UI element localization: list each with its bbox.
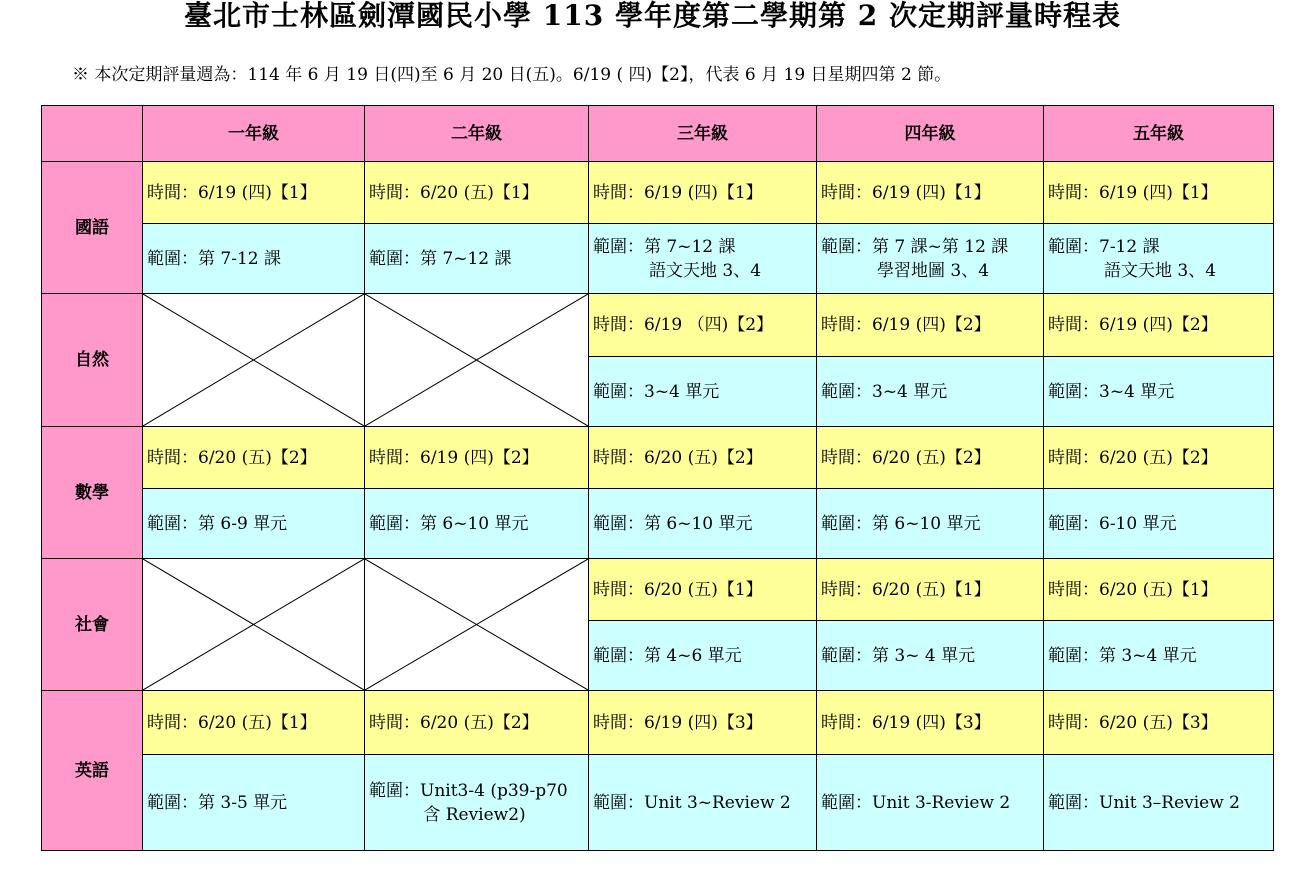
exam-range: 範圍：第 4~6 單元: [589, 621, 817, 691]
exam-range: 範圍：6-10 單元: [1044, 489, 1274, 559]
exam-time: 時間：6/19 （四)【2】: [589, 294, 817, 357]
exam-range: 範圍：3~4 單元: [589, 357, 817, 427]
exam-range: [365, 755, 589, 851]
exam-range: [589, 224, 817, 294]
exam-time: 時間：6/19 (四)【2】: [1044, 294, 1274, 357]
no-exam-cross-icon: [143, 294, 364, 426]
subject-science: 自然: [42, 294, 143, 427]
exam-range: 範圍：第 6~10 單元: [365, 489, 589, 559]
exam-time: 時間：6/19 (四)【3】: [589, 691, 817, 755]
exam-time: 時間：6/19 (四)【1】: [589, 162, 817, 224]
corner-cell: [42, 106, 143, 162]
exam-schedule-table: [41, 105, 1274, 851]
exam-time: 時間：6/19 (四)【3】: [817, 691, 1044, 755]
exam-range: 範圍：3~4 單元: [1044, 357, 1274, 427]
subject-english: 英語: [42, 691, 143, 851]
exam-time: 時間：6/20 (五)【2】: [589, 427, 817, 489]
exam-week-note: ※ 本次定期評量週為：114 年 6 月 19 日(四)至 6 月 20 日(五)。6/19 ( 四)【2】，代表 6 月 19 日星期四第 2 節。: [72, 65, 952, 85]
exam-range: 範圍：3~4 單元: [817, 357, 1044, 427]
table-row: [42, 162, 1274, 224]
exam-range-line-2: 語文天地 3、4: [649, 260, 762, 281]
exam-range: [1044, 224, 1274, 294]
page-title: 臺北市士林區劍潭國民小學 113 學年度第二學期第 2 次定期評量時程表: [184, 0, 1121, 32]
subject-chinese: 國語: [42, 162, 143, 294]
exam-time: 時間：6/20 (五)【1】: [817, 559, 1044, 621]
exam-time: 時間：6/20 (五)【1】: [365, 162, 589, 224]
subject-social-studies: 社會: [42, 559, 143, 691]
exam-time: 時間：6/19 (四)【1】: [143, 162, 365, 224]
no-exam-cross-icon: [365, 559, 588, 690]
grade-header-row: [42, 106, 1274, 162]
exam-range: 範圍：第 3~4 單元: [1044, 621, 1274, 691]
exam-range: 範圍：第 6-9 單元: [143, 489, 365, 559]
exam-range: [817, 224, 1044, 294]
exam-time: 時間：6/20 (五)【3】: [1044, 691, 1274, 755]
exam-range-line-2: 學習地圖 3、4: [877, 260, 990, 281]
exam-range-line-2: 含 Review2): [423, 804, 526, 825]
table-row: [42, 427, 1274, 489]
grade-header-2: 二年級: [365, 106, 589, 162]
no-exam-cross-icon: [365, 294, 588, 426]
exam-range: 範圍：第 3~ 4 單元: [817, 621, 1044, 691]
exam-range: 範圍：第 3-5 單元: [143, 755, 365, 851]
exam-time: 時間：6/19 (四)【1】: [1044, 162, 1274, 224]
exam-time: 時間：6/20 (五)【1】: [589, 559, 817, 621]
exam-range-line: 範圍：第 7 課~第 12 課: [821, 236, 1009, 257]
exam-time: 時間：6/20 (五)【2】: [817, 427, 1044, 489]
table-row: [42, 294, 1274, 357]
exam-range: 範圍：Unit 3–Review 2: [1044, 755, 1274, 851]
exam-range-line: 範圍：第 7~12 課: [593, 236, 736, 257]
no-exam-cross-icon: [143, 559, 364, 690]
table-row: [42, 489, 1274, 559]
exam-range-line: 範圍：7-12 課: [1048, 236, 1160, 257]
exam-range-line-2: 語文天地 3、4: [1104, 260, 1217, 281]
exam-range: 範圍：Unit 3~Review 2: [589, 755, 817, 851]
exam-time: 時間：6/20 (五)【2】: [365, 691, 589, 755]
no-exam-cell: [143, 294, 365, 427]
exam-range: 範圍：第 6~10 單元: [817, 489, 1044, 559]
grade-header-4: 四年級: [817, 106, 1044, 162]
exam-time: 時間：6/19 (四)【2】: [365, 427, 589, 489]
grade-header-3: 三年級: [589, 106, 817, 162]
exam-range-line: 範圍：Unit3-4 (p39-p70: [369, 780, 568, 801]
exam-time: 時間：6/20 (五)【1】: [143, 691, 365, 755]
exam-time: 時間：6/19 (四)【1】: [817, 162, 1044, 224]
table-row: [42, 224, 1274, 294]
table-row: [42, 755, 1274, 851]
no-exam-cell: [143, 559, 365, 691]
no-exam-cell: [365, 559, 589, 691]
grade-header-5: 五年級: [1044, 106, 1274, 162]
exam-time: 時間：6/20 (五)【1】: [1044, 559, 1274, 621]
subject-math: 數學: [42, 427, 143, 559]
exam-range: 範圍：第 7-12 課: [143, 224, 365, 294]
exam-time: 時間：6/20 (五)【2】: [1044, 427, 1274, 489]
table-row: [42, 691, 1274, 755]
table-row: [42, 559, 1274, 621]
exam-time: 時間：6/19 (四)【2】: [817, 294, 1044, 357]
exam-time: 時間：6/20 (五)【2】: [143, 427, 365, 489]
exam-range: 範圍：第 6~10 單元: [589, 489, 817, 559]
exam-range: 範圍：Unit 3-Review 2: [817, 755, 1044, 851]
grade-header-1: 一年級: [143, 106, 365, 162]
exam-range: 範圍：第 7~12 課: [365, 224, 589, 294]
no-exam-cell: [365, 294, 589, 427]
